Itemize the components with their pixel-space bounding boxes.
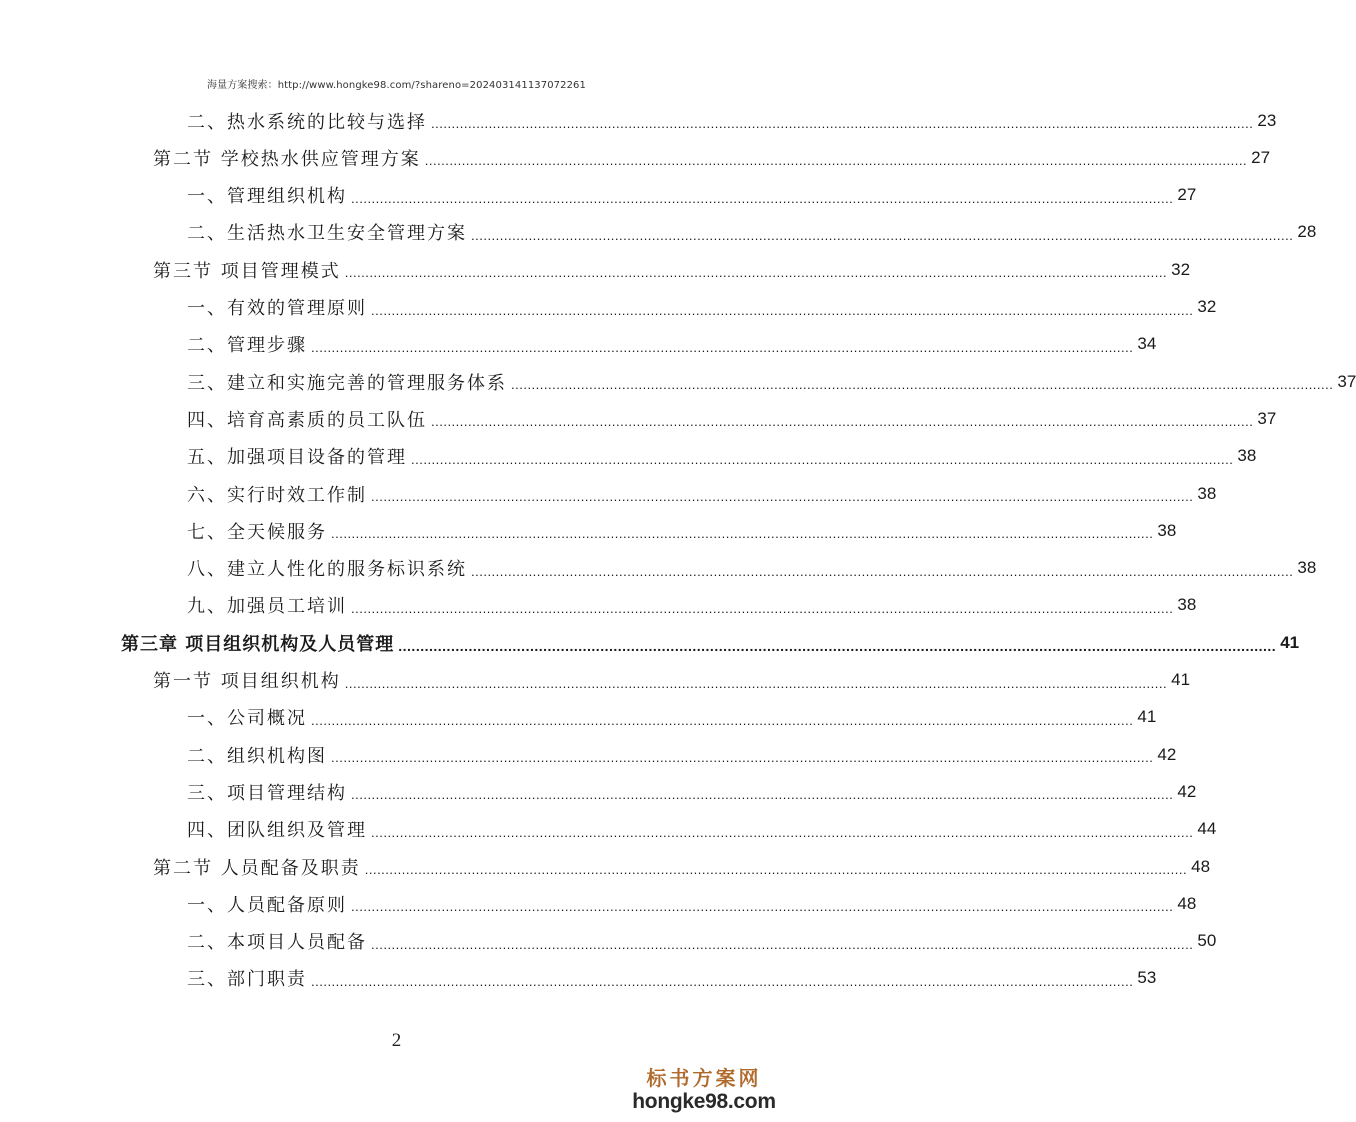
toc-leader-dots: ........................................................................................................................................................................................................ bbox=[371, 302, 1194, 318]
toc-leader-dots: ........................................................................................................................................................................................................ bbox=[344, 675, 1168, 691]
toc-leader-dots: ........................................................................................................................................................................................................ bbox=[431, 414, 1254, 430]
toc-entry-page: 27 bbox=[1251, 147, 1271, 167]
toc-leader-dots: ........................................................................................................................................................................................................ bbox=[351, 600, 1174, 616]
toc-entry-title: 五、加强项目设备的管理 bbox=[187, 447, 407, 469]
toc-entry[interactable] bbox=[187, 326, 1157, 363]
toc-leader-dots: ........................................................................................................................................................................................................ bbox=[424, 153, 1248, 169]
toc-entry[interactable] bbox=[153, 662, 1191, 699]
toc-entry-page: 42 bbox=[1157, 744, 1177, 764]
toc-entry-title: 二、生活热水卫生安全管理方案 bbox=[187, 223, 467, 245]
toc-leader-dots: ........................................................................................................................................................................................................ bbox=[364, 862, 1188, 877]
toc-entry[interactable] bbox=[187, 736, 1177, 773]
toc-leader-dots: ........................................................................................................................................................................................................ bbox=[411, 451, 1234, 467]
toc-entry[interactable] bbox=[187, 102, 1277, 139]
toc-entry-title: 第二节 人员配备及职责 bbox=[153, 857, 361, 879]
toc-entry-page: 37 bbox=[1257, 408, 1277, 428]
toc-entry-title: 一、公司概况 bbox=[187, 708, 307, 730]
toc-entry-page: 41 bbox=[1171, 670, 1191, 689]
toc-entry-title: 三、部门职责 bbox=[187, 969, 307, 991]
toc-entry-title: 六、实行时效工作制 bbox=[187, 484, 367, 506]
page-number: 2 bbox=[391, 1030, 402, 1051]
toc-entry[interactable] bbox=[153, 139, 1271, 176]
toc-entry[interactable] bbox=[153, 251, 1191, 288]
toc-leader-dots: ........................................................................................................................................................................................................ bbox=[311, 973, 1134, 989]
watermark-chinese-text: 标书方案网 bbox=[646, 1066, 762, 1090]
toc-entry[interactable] bbox=[187, 214, 1317, 251]
toc-entry-page: 50 bbox=[1197, 931, 1217, 951]
toc-entry-page: 34 bbox=[1137, 334, 1157, 354]
toc-entry-title: 三、项目管理结构 bbox=[187, 782, 347, 804]
watermark-logo bbox=[629, 1066, 779, 1114]
toc-entry-page: 38 bbox=[1157, 520, 1177, 540]
toc-leader-dots: ........................................................................................................................................................................................................ bbox=[351, 787, 1174, 803]
toc-leader-dots: ........................................................................................................................................................................................................ bbox=[331, 750, 1154, 766]
page-header: 海量方案搜索：http://www.hongke98.com/?shareno=202403141137072261 bbox=[207, 80, 586, 91]
toc-leader-dots: ........................................................................................................................................................................................................ bbox=[431, 116, 1254, 131]
toc-entry[interactable] bbox=[187, 960, 1157, 997]
toc-entry-page: 42 bbox=[1177, 781, 1197, 801]
toc-entry-title: 一、有效的管理原则 bbox=[187, 298, 367, 319]
toc-entry[interactable] bbox=[187, 923, 1217, 960]
toc-entry[interactable] bbox=[187, 587, 1197, 624]
toc-entry[interactable] bbox=[121, 624, 1300, 661]
toc-entry[interactable] bbox=[187, 475, 1217, 512]
toc-entry-title: 第一节 项目组织机构 bbox=[153, 671, 341, 692]
toc-leader-dots: ........................................................................................................................................................................................................ bbox=[471, 563, 1294, 579]
toc-entry-title: 一、人员配备原则 bbox=[187, 894, 347, 916]
toc-leader-dots: ........................................................................................................................................................................................................ bbox=[371, 936, 1194, 952]
watermark-domain-text: hongke98.com bbox=[632, 1090, 776, 1113]
toc-entry-title: 二、本项目人员配备 bbox=[187, 932, 367, 954]
toc-entry-title: 二、管理步骤 bbox=[187, 335, 307, 357]
toc-entry-title: 第二节 学校热水供应管理方案 bbox=[153, 148, 421, 170]
toc-leader-dots: ........................................................................................................................................................................................................ bbox=[331, 526, 1154, 542]
toc-entry-title: 一、管理组织机构 bbox=[187, 186, 347, 208]
toc-entry-title: 九、加强员工培训 bbox=[187, 596, 347, 618]
toc-entry-title: 四、团队组织及管理 bbox=[187, 820, 367, 842]
toc-entry-title: 七、全天候服务 bbox=[187, 521, 327, 543]
toc-leader-dots: ........................................................................................................................................................................................................ bbox=[371, 489, 1194, 504]
toc-entry-page: 38 bbox=[1197, 483, 1217, 503]
toc-entry-page: 38 bbox=[1237, 446, 1257, 466]
toc-leader-dots: ........................................................................................................................................................................................................ bbox=[371, 824, 1194, 840]
toc-entry-title: 二、热水系统的比较与选择 bbox=[187, 111, 427, 133]
toc-leader-dots: ........................................................................................................................................................................................................ bbox=[311, 339, 1134, 355]
toc-entry-title: 四、培育高素质的员工队伍 bbox=[187, 409, 427, 431]
toc-entry-title: 第三章 项目组织机构及人员管理 bbox=[121, 633, 395, 655]
toc-entry-page: 41 bbox=[1137, 707, 1157, 727]
toc-entry-page: 53 bbox=[1137, 968, 1157, 988]
toc-leader-dots: ........................................................................................................................................................................................................ bbox=[398, 637, 1277, 654]
toc-entry-page: 44 bbox=[1197, 819, 1217, 839]
toc-entry-page: 48 bbox=[1191, 856, 1211, 876]
toc-entry[interactable] bbox=[187, 363, 1356, 400]
toc-entry[interactable] bbox=[187, 438, 1257, 475]
toc-entry-page: 28 bbox=[1297, 222, 1317, 242]
toc-leader-dots: ........................................................................................................................................................................................................ bbox=[344, 265, 1168, 281]
toc-entry-page: 38 bbox=[1297, 558, 1317, 578]
toc-entry-page: 41 bbox=[1280, 632, 1300, 652]
toc-leader-dots: ........................................................................................................................................................................................................ bbox=[351, 899, 1174, 915]
toc-leader-dots: ........................................................................................................................................................................................................ bbox=[351, 190, 1174, 206]
toc-entry[interactable] bbox=[187, 885, 1197, 922]
toc-entry[interactable] bbox=[187, 773, 1197, 810]
toc-leader-dots: ........................................................................................................................................................................................................ bbox=[471, 227, 1294, 243]
toc-entry-page: 37 bbox=[1337, 371, 1356, 391]
toc-entry-title: 二、组织机构图 bbox=[187, 745, 327, 767]
toc-entry[interactable] bbox=[153, 848, 1211, 885]
toc-entry-page: 48 bbox=[1177, 893, 1197, 913]
toc-entry[interactable] bbox=[187, 699, 1157, 736]
toc-entry-page: 32 bbox=[1197, 297, 1217, 316]
toc-entry[interactable] bbox=[187, 400, 1277, 437]
toc-entry-page: 27 bbox=[1177, 185, 1197, 205]
toc-entry[interactable] bbox=[187, 811, 1217, 848]
toc-entry[interactable] bbox=[187, 177, 1197, 214]
toc-leader-dots: ........................................................................................................................................................................................................ bbox=[311, 712, 1134, 728]
toc-entry-page: 38 bbox=[1177, 595, 1197, 615]
toc-entry-title: 八、建立人性化的服务标识系统 bbox=[187, 559, 467, 581]
toc-entry-title: 第三节 项目管理模式 bbox=[153, 260, 341, 282]
toc-entry-page: 32 bbox=[1171, 259, 1191, 279]
toc-entry-title: 三、建立和实施完善的管理服务体系 bbox=[187, 372, 507, 394]
toc-entry-page: 23 bbox=[1257, 110, 1277, 130]
toc-entry[interactable] bbox=[187, 550, 1317, 587]
toc-entry[interactable] bbox=[187, 289, 1217, 326]
toc-leader-dots: ........................................................................................................................................................................................................ bbox=[511, 377, 1334, 393]
toc-entry[interactable] bbox=[187, 512, 1177, 549]
